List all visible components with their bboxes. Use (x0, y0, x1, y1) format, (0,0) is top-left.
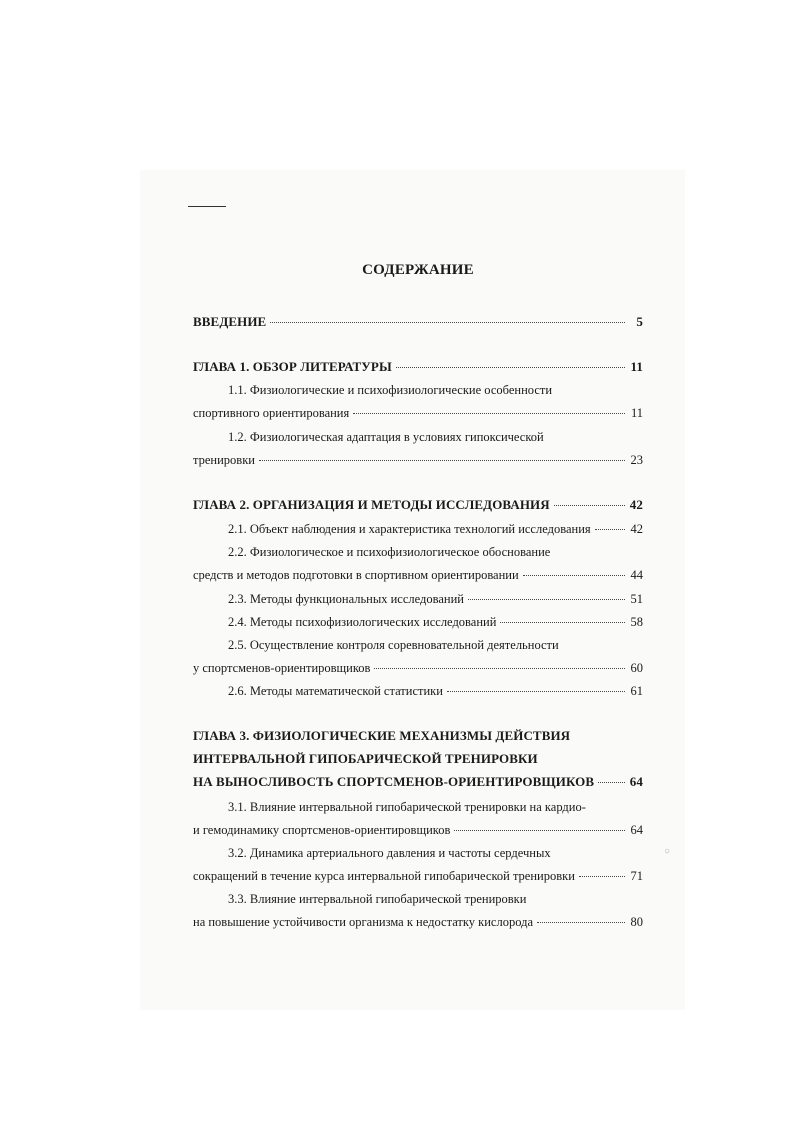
dot-leader (523, 563, 625, 576)
toc-entry-2-3[interactable] (193, 589, 643, 609)
dot-leader (537, 910, 625, 923)
toc-entry-text: ВВЕДЕНИЕ (193, 314, 267, 329)
toc-entry-text: ГЛАВА 1. ОБЗОР ЛИТЕРАТУРЫ (193, 359, 392, 374)
toc-entry-text: тренировки (193, 453, 255, 467)
toc-entry-chapter-1[interactable] (193, 357, 643, 377)
toc-entry-2-2[interactable] (193, 565, 643, 585)
toc-page-number: 60 (630, 661, 643, 675)
toc-entry-2-6[interactable] (193, 681, 643, 701)
toc-entry-2-1[interactable] (193, 519, 643, 539)
toc-entry-text: на повышение устойчивости организма к недостатку кислорода (193, 915, 534, 929)
toc-chapter-3-title-line1: ГЛАВА 3. ФИЗИОЛОГИЧЕСКИЕ МЕХАНИЗМЫ ДЕЙСТВИЯ (193, 728, 571, 743)
toc-entry-1-2[interactable] (193, 450, 643, 470)
scan-artifact-line (188, 206, 226, 207)
toc-page-number: 11 (630, 406, 643, 420)
toc-page-number: 64 (629, 774, 643, 789)
toc-entry-text: спортивного ориентирования (193, 406, 350, 420)
toc-entry-text: средств и методов подготовки в спортивном ориентировании (193, 568, 519, 582)
dot-leader (447, 679, 625, 692)
dot-leader (353, 401, 625, 414)
dot-leader (468, 587, 625, 600)
dot-leader (454, 818, 625, 831)
toc-entry-3-3-line1: 3.3. Влияние интервальной гипобарической тренировки (228, 892, 527, 906)
toc-entry-chapter-3[interactable] (193, 772, 643, 792)
toc-entry-2-5[interactable] (193, 658, 643, 678)
dot-leader (500, 610, 625, 623)
toc-title: СОДЕРЖАНИЕ (362, 262, 474, 278)
toc-entry-text: 2.6. Методы математической статистики (228, 684, 443, 698)
toc-entry-text: НА ВЫНОСЛИВОСТЬ СПОРТСМЕНОВ-ОРИЕНТИРОВЩИКОВ (193, 774, 595, 789)
toc-page-number: 80 (630, 915, 643, 929)
toc-entry-1-1-line1: 1.1. Физиологические и психофизиологические особенности (228, 383, 553, 397)
toc-page-number: 42 (629, 497, 643, 512)
toc-entry-2-5-line1: 2.5. Осуществление контроля соревновательной деятельности (228, 638, 559, 652)
dot-leader (598, 770, 625, 783)
toc-entry-3-1[interactable] (193, 820, 643, 840)
toc-entry-text: у спортсменов-ориентировщиков (193, 661, 371, 675)
toc-entry-text: 2.4. Методы психофизиологических исследований (228, 615, 497, 629)
dot-leader (595, 517, 625, 530)
toc-entry-3-3[interactable] (193, 912, 643, 932)
toc-page-number: 51 (630, 592, 643, 606)
dot-leader (259, 448, 625, 461)
toc-entry-3-1-line1: 3.1. Влияние интервальной гипобарической тренировки на кардио- (228, 800, 586, 814)
toc-entry-text: ГЛАВА 2. ОРГАНИЗАЦИЯ И МЕТОДЫ ИССЛЕДОВАНИЯ (193, 497, 550, 512)
toc-entry-3-2-line1: 3.2. Динамика артериального давления и частоты сердечных (228, 846, 551, 860)
scan-speck: ○ (664, 846, 671, 857)
toc-page-number: 58 (630, 615, 643, 629)
dot-leader (396, 355, 625, 368)
toc-entry-1-1[interactable] (193, 403, 643, 423)
toc-entry-text: 2.1. Объект наблюдения и характеристика технологий исследования (228, 522, 591, 536)
toc-entry-2-4[interactable] (193, 612, 643, 632)
toc-page-number: 44 (630, 568, 643, 582)
toc-page-number: 11 (630, 359, 643, 374)
dot-leader (374, 656, 625, 669)
toc-entry-chapter-2[interactable] (193, 495, 643, 515)
dot-leader (579, 864, 625, 877)
toc-page-number: 23 (630, 453, 643, 467)
toc-page-number: 61 (630, 684, 643, 698)
toc-entry-text: сокращений в течение курса интервальной гипобарической тренировки (193, 869, 575, 883)
toc-page-number: 42 (630, 522, 643, 536)
toc-entry-text: 2.3. Методы функциональных исследований (228, 592, 464, 606)
toc-page-number: 71 (630, 869, 643, 883)
dot-leader (270, 310, 625, 323)
toc-entry-text: и гемодинамику спортсменов-ориентировщиков (193, 823, 451, 837)
toc-page-number: 5 (636, 314, 643, 329)
toc-entry-1-2-line1: 1.2. Физиологическая адаптация в условиях гипоксической (228, 430, 544, 444)
toc-page-number: 64 (630, 823, 643, 837)
toc-entry-2-2-line1: 2.2. Физиологическое и психофизиологическое обоснование (228, 545, 551, 559)
toc-entry-intro[interactable] (193, 312, 643, 332)
dot-leader (554, 493, 625, 506)
toc-chapter-3-title-line2: ИНТЕРВАЛЬНОЙ ГИПОБАРИЧЕСКОЙ ТРЕНИРОВКИ (193, 751, 538, 766)
toc-entry-3-2[interactable] (193, 866, 643, 886)
